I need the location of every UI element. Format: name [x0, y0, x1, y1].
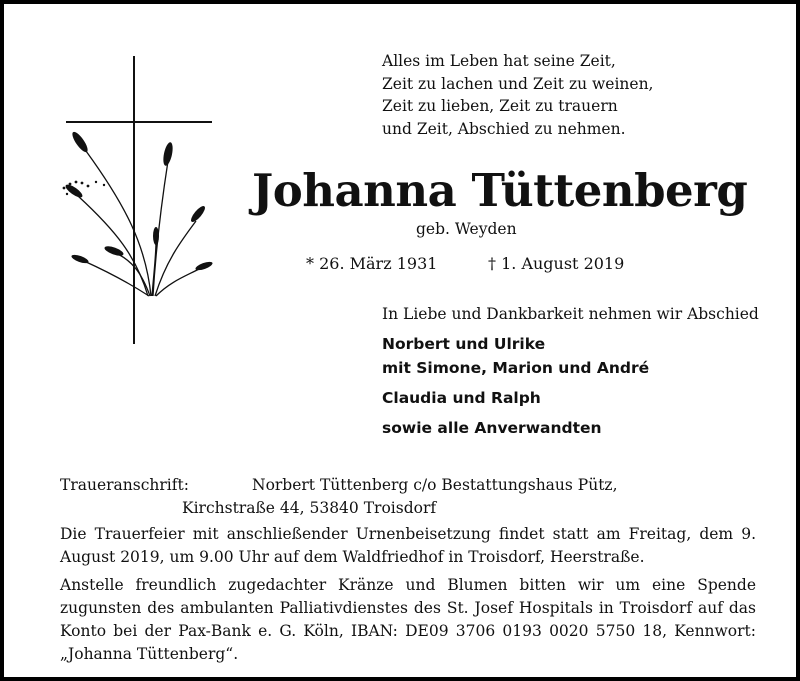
- poem-line: Zeit zu lachen und Zeit zu weinen,: [382, 74, 654, 93]
- poem: [382, 50, 654, 140]
- family-line: mit Simone, Marion und André: [382, 359, 650, 377]
- address-line: Norbert Tüttenberg c/o Bestattungshaus Pütz,: [252, 476, 618, 494]
- donation-paragraph: Anstelle freundlich zugedachter Kränze und Blumen bitten wir um eine Spende zugunsten des ambulanten Palliativdienstes des St. Josef Hospitals in Troisdorf auf das Konto bei der Pax-Bank e. G. Köln, IBAN: DE09 3706 0193 0020 5750 18, Kennwort: „Johanna Tüttenberg“.: [60, 576, 756, 663]
- address-line: Kirchstraße 44, 53840 Troisdorf: [182, 499, 437, 517]
- ceremony-paragraph: Die Trauerfeier mit anschließender Urnenbeisetzung findet statt am Freitag, dem 9. August 2019, um 9.00 Uhr auf dem Waldfriedhof in Troisdorf, Heerstraße.: [60, 525, 756, 566]
- poem-line: und Zeit, Abschied zu nehmen.: [382, 119, 626, 138]
- family-line: sowie alle Anverwandten: [382, 419, 602, 437]
- poem-line: Alles im Leben hat seine Zeit,: [382, 52, 616, 70]
- deceased-name: Johanna Tüttenberg: [252, 164, 748, 217]
- birth-date: * 26. März 1931: [306, 254, 438, 273]
- death-date: † 1. August 2019: [488, 254, 625, 273]
- family-line: Claudia und Ralph: [382, 389, 541, 407]
- farewell-intro: In Liebe und Dankbarkeit nehmen wir Abschied: [382, 305, 759, 323]
- address-label: Traueranschrift:: [60, 476, 189, 494]
- poem-line: Zeit zu lieben, Zeit zu trauern: [382, 97, 618, 115]
- maiden-name: geb. Weyden: [416, 220, 517, 238]
- cross-with-wheat-icon: [56, 56, 226, 348]
- family-line: Norbert und Ulrike: [382, 335, 546, 353]
